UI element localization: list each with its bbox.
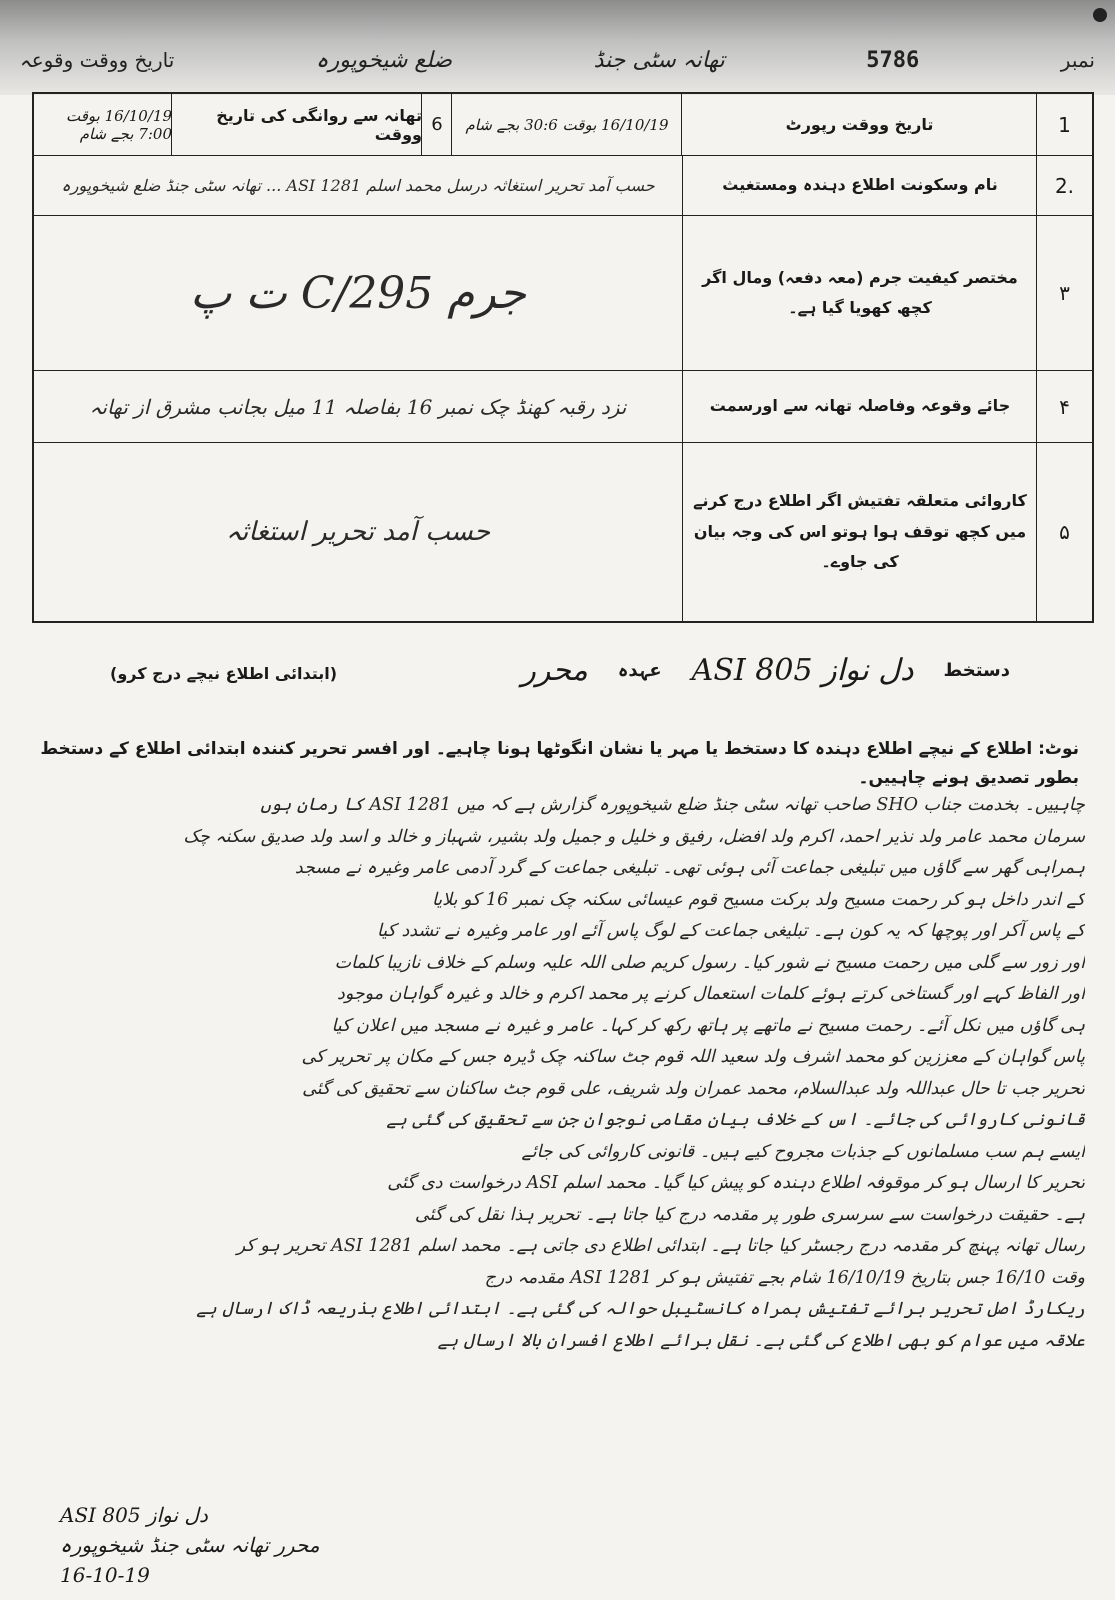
- row-number: ۵: [1036, 443, 1092, 621]
- signature-name: دل نواز ASI 805: [691, 652, 914, 688]
- datetime-label: تاریخ ووقت وقوعہ: [20, 48, 175, 72]
- body-line: رسال تھانہ پہنچ کر مقدمہ درج رجسٹر کیا جاتا ہے۔ ابتدائی اطلاع دی جاتی ہے۔ محمد اسلم ASI 1281 تحریر ہو کر: [236, 1236, 1085, 1256]
- body-line: چاہییں۔ بخدمت جناب SHO صاحب تھانہ سٹی جنڈ ضلع شیخوپورہ گزارش ہے کہ میں ASI 1281 کا رمان ہوں: [260, 795, 1085, 815]
- district: ضلع شیخوپورہ: [315, 47, 453, 73]
- footer-date: 16-10-19: [60, 1563, 150, 1587]
- serial-number: 5786: [866, 47, 920, 73]
- police-station: تھانہ سٹی جنڈ: [593, 47, 725, 73]
- report-datetime-value: 16/10/19 بوقت 30:6 بجے شام: [451, 94, 682, 155]
- row-number: 2.: [1036, 156, 1092, 215]
- serial-label: نمبر: [1060, 48, 1095, 72]
- document-header: [20, 38, 1095, 82]
- action-value: حسب آمد تحریر استغاثہ: [225, 517, 491, 547]
- first-information-body: [30, 790, 1085, 1430]
- fir-form-table: [32, 92, 1094, 623]
- punch-hole: [1093, 8, 1107, 22]
- body-line: کے اندر داخل ہو کر رحمت مسیح ولد برکت مسیح قوم عیسائی سکنہ چک نمبر 16 کو بلایا: [431, 889, 1085, 910]
- signature-label: دستخط: [943, 659, 1010, 681]
- table-row: [34, 216, 1092, 371]
- row-sub-number: 6: [421, 94, 452, 155]
- body-line: تحریر کا ارسال ہو کر موقوفہ اطلاع دہندہ کو پیش کیا گیا۔ محمد اسلم ASI درخواست دی گئی: [387, 1173, 1085, 1193]
- row-number: 1: [1036, 94, 1092, 155]
- departure-value: 16/10/19 بوقت 7:00 بجے شام: [66, 106, 172, 143]
- body-line: اور زور سے گلی میں رحمت مسیح نے شور کیا۔ رسول کریم صلی اللہ علیہ وسلم کے خلاف نازیبا کلمات: [334, 952, 1085, 973]
- margin-scribble: [0, 110, 34, 630]
- offence-value: جرم 295/C ت پ: [189, 267, 527, 319]
- row-number: ۴: [1036, 371, 1092, 442]
- body-line: ایسے ہم سب مسلمانوں کے جذبات مجروح کیے ہیں۔ قانونی کاروائی کی جائے: [521, 1141, 1085, 1162]
- officer-signature-line: [470, 640, 1010, 700]
- body-line: سرمان محمد عامر ولد نذیر احمد، اکرم ولد افضل، رفیق و خلیل و جمیل ولد بشیر، شہباز و خالد و اسد ولد صدیق سکنہ چک: [183, 826, 1085, 847]
- row-label: کاروائی متعلقہ تفتیش اگر اطلاع درج کرنے میں کچھ توقف ہوا ہوتو اس کی وجہ بیان کی جاوے۔: [682, 443, 1037, 621]
- body-line: اور الفاظ کہے اور گستاخی کرتے ہوئے کلمات استعمال کرنے پر محمد اکرم و خالد و غیرہ گواہان موجود: [337, 984, 1085, 1004]
- location-value: نزد رقبہ کھنڈ چک نمبر 16 بفاصلہ 11 میل بجانب مشرق از تھانہ: [89, 394, 627, 419]
- footer-designation: محرر تھانہ سٹی جنڈ شیخوپورہ: [60, 1533, 320, 1557]
- body-line: ہمراہی گھر سے گاؤں میں تبلیغی جماعت آئی ہوئی تھی۔ تبلیغی جماعت کے گرد آدمی عامر وغیرہ نے مسجد: [294, 858, 1085, 878]
- body-line: وقت 16/10 جس بتاریخ 16/10/19 شام بجے تفتیش ہو کر ASI 1281 مقدمہ درج: [484, 1267, 1085, 1288]
- body-line: کے پاس آکر اور پوچھا کہ یہ کون ہے۔ تبلیغی جماعت کے لوگ پاس آئے اور عامر وغیرہ نے تشدد کیا: [376, 921, 1085, 941]
- table-row: [34, 156, 1092, 216]
- body-line: پاس گواہان کے معززین کو محمد اشرف ولد سعید اللہ قوم جٹ ساکنہ چک ڈیرہ جس کے مکان پر تحریر کی: [301, 1047, 1085, 1067]
- row-label: تاریخ ووقت رپورٹ: [681, 94, 1037, 155]
- body-line: ریکارڈ اصل تحریر برائے تفتیش ہمراہ کانسٹیبل حوالہ کی گئی ہے۔ ابتدائی اطلاع بذریعہ ڈاک ارسال ہے: [196, 1299, 1085, 1319]
- body-line: ہے۔ حقیقت درخواست سے سرسری طور پر مقدمہ درج کیا جاتا ہے۔ تحریر ہذا نقل کی گئی: [414, 1204, 1085, 1225]
- note-text: نوٹ: اطلاع کے نیچے اطلاع دہندہ کا دستخط یا مہر یا نشان انگوٹھا ہونا چاہیے۔ اور افسر تحریر کنندہ ابتدائی اطلاع کے دستخط بطور تصدیق ہونے چاہییں۔: [40, 739, 1079, 788]
- footer-signature: [60, 1500, 400, 1590]
- table-row: [34, 371, 1092, 443]
- informant-value: حسب آمد تحریر استغاثہ درسل محمد اسلم ASI 1281 ... تھانہ سٹی جنڈ ضلع شیخوپورہ: [61, 175, 655, 195]
- body-line: قانونی کاروائی کی جائے۔ اس کے خلاف بیان مقامی نوجوان جن سے تحقیق کی گئی ہے: [386, 1110, 1085, 1130]
- instruction-text: (ابتدائی اطلاع نیچے درج کرو): [110, 664, 338, 683]
- designation-label: عہدہ: [617, 659, 662, 681]
- departure-label: تھانہ سے روانگی کی تاریخ ووقت: [171, 94, 422, 155]
- row-label: نام وسکونت اطلاع دہندہ ومستغیث: [682, 156, 1037, 215]
- body-line: تحریر جب تا حال عبداللہ ولد عبدالسلام، محمد عمران ولد شریف، علی قوم جٹ ساکنان سے تحقیق کی گئی: [302, 1078, 1085, 1099]
- body-line: علاقہ میں عوام کو بھی اطلاع کی گئی ہے۔ نقل برائے اطلاع افسران بالا ارسال ہے: [437, 1330, 1085, 1351]
- row-number: ۳: [1036, 216, 1092, 370]
- row-label: مختصر کیفیت جرم (معہ دفعہ) ومال اگر کچھ کھویا گیا ہے۔: [682, 216, 1037, 370]
- body-line: ہی گاؤں میں نکل آئے۔ رحمت مسیح نے ماتھے پر ہاتھ رکھ کر کہا۔ عامر و غیرہ نے مسجد میں اعلان کیا: [331, 1015, 1085, 1036]
- designation-value: محرر: [521, 652, 588, 688]
- table-row: [34, 443, 1092, 621]
- footer-signature-name: دل نواز ASI 805: [60, 1503, 208, 1527]
- row-label: جائے وقوعہ وفاصلہ تھانہ سے اورسمت: [682, 371, 1037, 442]
- table-row: [34, 94, 1092, 156]
